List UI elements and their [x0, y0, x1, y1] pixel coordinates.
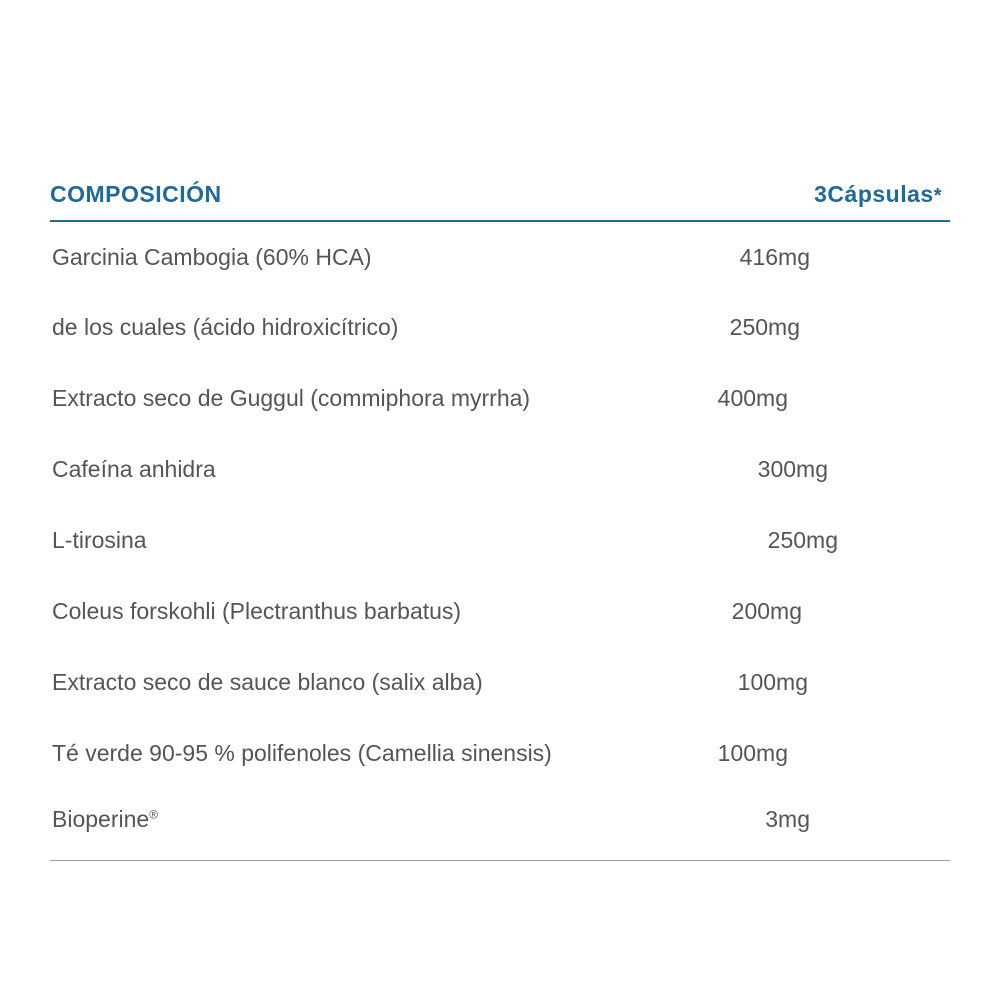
ingredient-amount: 250mg: [729, 314, 800, 340]
ingredient-name: Cafeína anhidra: [52, 456, 216, 482]
ingredient-amount: 3mg: [665, 789, 950, 860]
registered-trademark-icon: ®: [149, 807, 159, 822]
table-row: [50, 718, 950, 789]
ingredient-name: L-tirosina: [52, 527, 147, 553]
ingredient-name: de los cuales (ácido hidroxicítrico): [52, 314, 399, 340]
ingredient-amount: 100mg: [717, 740, 788, 766]
ingredient-amount: 416mg: [739, 243, 810, 270]
ingredient-name: Extracto seco de sauce blanco (salix alba): [52, 669, 483, 695]
table-row: [50, 505, 950, 576]
table-head: [50, 150, 950, 221]
ingredient-amount: 250mg: [767, 527, 838, 553]
table-row: [50, 221, 950, 292]
ingredient-amount: 300mg: [757, 456, 828, 482]
ingredient-label: Bioperine: [52, 805, 150, 832]
table-row: [50, 647, 950, 718]
composition-table: [50, 150, 950, 861]
ingredient-name: Extracto seco de Guggul (commiphora myrrha): [52, 385, 531, 411]
ingredient-amount: 100mg: [737, 669, 808, 695]
ingredient-amount: 200mg: [731, 598, 802, 624]
ingredient-name: [50, 789, 665, 860]
table-row: [50, 789, 950, 860]
column-header-serving: [665, 150, 950, 221]
serving-footnote-marker: *: [933, 185, 942, 207]
table-row: [50, 434, 950, 505]
table-row: [50, 363, 950, 434]
table-header-row: [50, 150, 950, 221]
ingredient-name: Garcinia Cambogia (60% HCA): [52, 243, 372, 270]
ingredient-amount: 400mg: [717, 385, 788, 411]
ingredient-name: Té verde 90-95 % polifenoles (Camellia sinensis): [52, 740, 552, 766]
table-row: [50, 576, 950, 647]
column-header-composition: COMPOSICIÓN: [50, 150, 665, 221]
table-row: [50, 292, 950, 363]
table-body: [50, 221, 950, 860]
serving-label: 3Cápsulas: [814, 181, 934, 207]
ingredient-name: Coleus forskohli (Plectranthus barbatus): [52, 598, 462, 624]
